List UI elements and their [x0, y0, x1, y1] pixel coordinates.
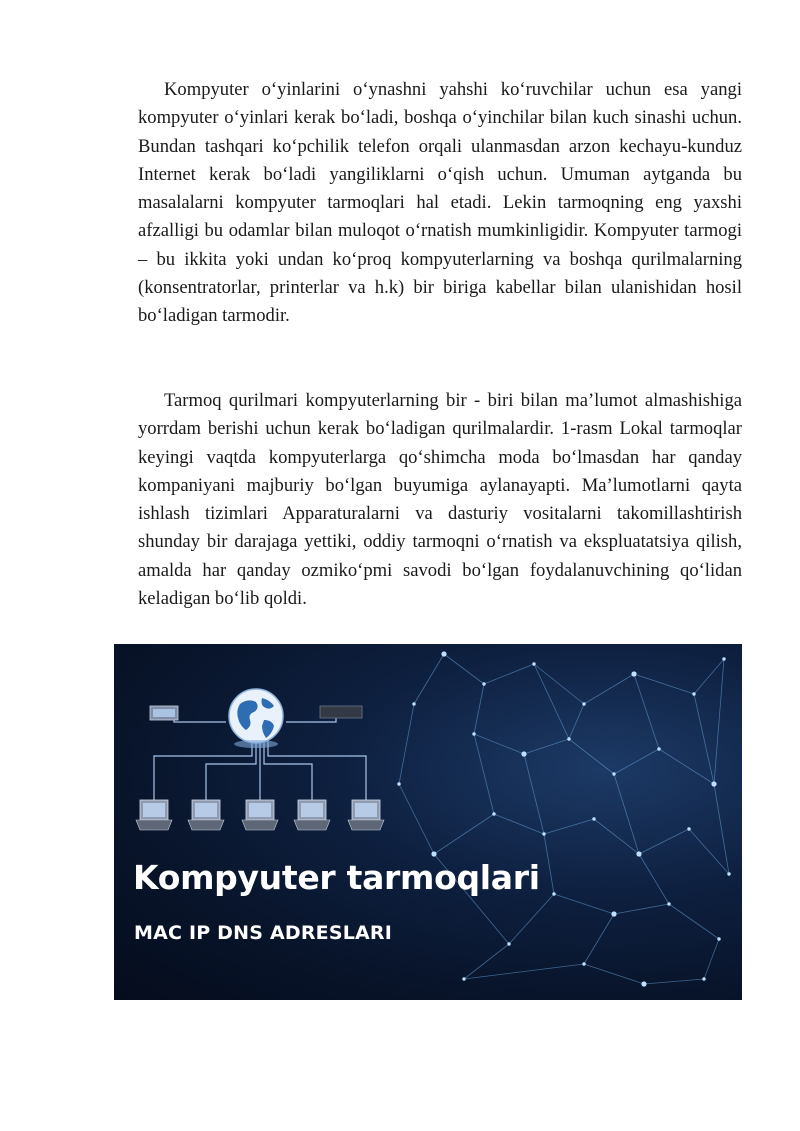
network-node — [636, 851, 641, 856]
network-link — [584, 674, 634, 704]
network-node — [521, 751, 526, 756]
network-link — [614, 904, 669, 914]
network-node — [567, 737, 570, 740]
network-node — [592, 817, 595, 820]
network-link — [714, 659, 724, 784]
network-node — [431, 851, 436, 856]
network-node — [612, 772, 615, 775]
paragraph-2: Tarmoq qurilmari kompyuterlarning bir - biri bilan ma’lumot almashishiga yorrdam berishi uchun kerak bo‘ladigan qurilmalardir. 1-rasm Lokal tarmoqlar keyingi vaqtda kompyuterlarga qo‘shimcha moda bo‘lmasdan har qanday kompaniyani majburiy bo‘lgan buyumiga aylanayapti. Ma’lumotlarni qayta ishlash tizimlari Apparaturalarni va dasturiy vositalarni takomillashtirish shunday bir darajaga yettiki, oddiy tarmoqni o‘rnatish va ekspluatatsiya qilish, amalda har qanday ozmiko‘pmi savodi bo‘lgan foydalanuvchining qo‘lidan keladigan bo‘lib qoldi. — [138, 390, 742, 610]
network-link — [569, 739, 614, 774]
network-diagram — [136, 689, 384, 830]
banner-title: Kompyuter tarmoqlari — [133, 858, 540, 897]
network-node — [507, 942, 510, 945]
network-link — [544, 819, 594, 834]
network-link — [399, 784, 434, 854]
network-node — [462, 977, 465, 980]
server-icon — [150, 706, 178, 720]
network-link — [524, 739, 569, 754]
server-icon — [320, 706, 362, 718]
network-link — [669, 904, 719, 939]
network-link — [634, 674, 659, 749]
network-node — [611, 911, 616, 916]
network-node — [722, 657, 725, 660]
network-node — [687, 827, 690, 830]
network-constellation — [114, 644, 742, 1000]
network-node — [667, 902, 670, 905]
network-link — [474, 734, 494, 814]
network-link — [639, 829, 689, 854]
network-link — [399, 704, 414, 784]
network-node — [492, 812, 495, 815]
network-node — [692, 692, 695, 695]
network-node — [727, 872, 730, 875]
network-link — [569, 704, 584, 739]
network-node — [582, 962, 585, 965]
network-node — [542, 832, 545, 835]
banner-subtitle: MAC IP DNS ADRESLARI — [134, 922, 393, 944]
network-link — [634, 674, 694, 694]
network-node — [482, 682, 485, 685]
laptop-icon — [348, 800, 384, 830]
network-link — [584, 964, 644, 984]
laptop-icon — [242, 800, 278, 830]
network-link — [414, 654, 444, 704]
network-link — [494, 814, 544, 834]
network-link — [714, 784, 729, 874]
network-node — [472, 732, 475, 735]
network-link — [534, 664, 584, 704]
network-node — [631, 671, 636, 676]
network-link — [694, 659, 724, 694]
network-link — [544, 834, 554, 894]
network-node — [582, 702, 585, 705]
network-link — [644, 979, 704, 984]
network-link — [584, 914, 614, 964]
network-node — [412, 702, 415, 705]
network-node — [397, 782, 400, 785]
network-link — [614, 774, 639, 854]
network-link — [614, 749, 659, 774]
network-link — [434, 814, 494, 854]
network-link — [474, 684, 484, 734]
network-node — [532, 662, 535, 665]
network-node — [657, 747, 660, 750]
banner-image — [114, 644, 742, 1000]
globe-icon — [229, 689, 283, 748]
network-node — [702, 977, 705, 980]
network-link — [444, 654, 484, 684]
network-link — [474, 734, 524, 754]
network-link — [464, 944, 509, 979]
paragraph-1: Kompyuter o‘yinlarini o‘ynashni yahshi ko‘ruvchilar uchun esa yangi kompyuter o‘yinlari kerak bo‘ladi, boshqa o‘yinchilar bilan kuch sinashi uchun. Bundan tashqari ko‘pchilik telefon orqali ulanmasdan arzon kechayu-kunduz Internet kerak bo‘ladi yangiliklarni o‘qish uchun. Umuman aytganda bu masalalarni kompyuter tarmoqlari hal etadi. Lekin tarmoqning eng yaxshi afzalligi bu odamlar bilan muloqot o‘rnatish mumkinligidir. Kompyuter tarmogi – bu ikkita yoki undan ko‘proq kompyuterlarning va boshqa qurilmalarning (konsentratorlar, printerlar va h.k) bir biriga kabellar bilan ulanishidan hosil bo‘ladigan tarmodir. — [138, 79, 742, 327]
laptop-icon — [188, 800, 224, 830]
network-link — [704, 939, 719, 979]
laptop-icon — [294, 800, 330, 830]
network-node — [641, 981, 646, 986]
laptop-icon — [136, 800, 172, 830]
network-node — [441, 651, 446, 656]
network-link — [484, 664, 534, 684]
network-link — [594, 819, 639, 854]
network-link — [554, 894, 614, 914]
network-link — [694, 694, 714, 784]
network-link — [464, 964, 584, 979]
network-node — [711, 781, 716, 786]
network-link — [659, 749, 714, 784]
network-link — [509, 894, 554, 944]
network-link — [639, 854, 669, 904]
network-link — [534, 664, 569, 739]
network-node — [717, 937, 720, 940]
network-node — [552, 892, 555, 895]
network-link — [524, 754, 544, 834]
